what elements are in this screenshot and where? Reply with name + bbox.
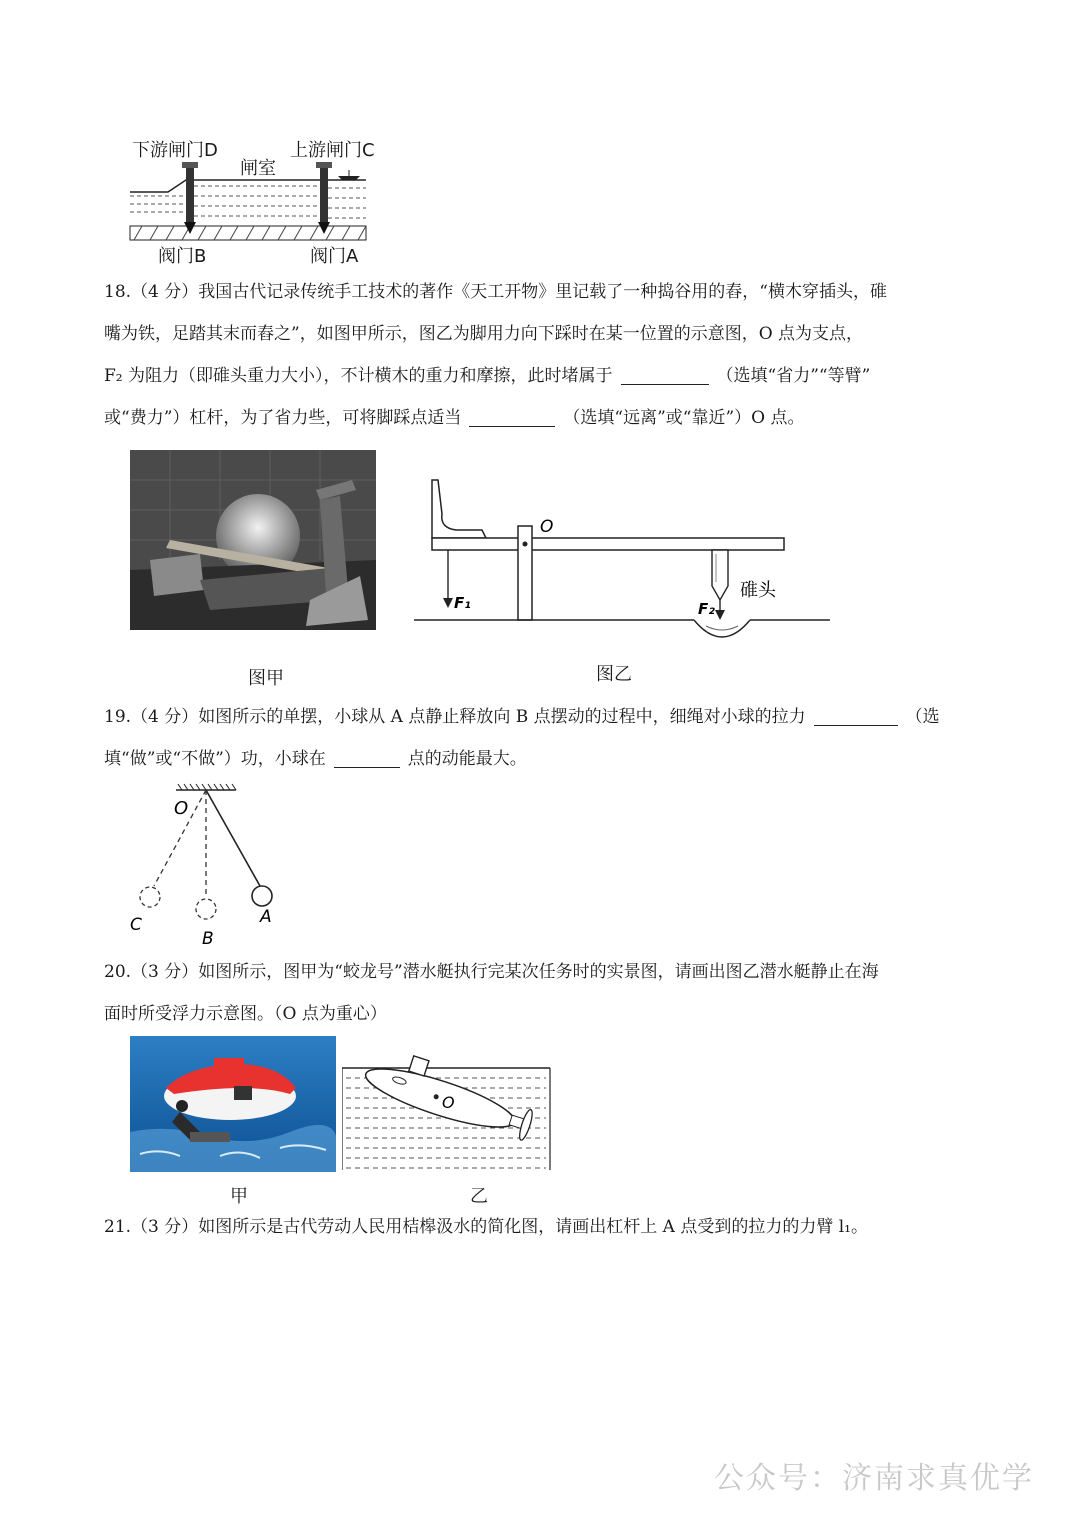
caption-yi: 乙: [470, 1186, 488, 1207]
pendulum-a-label: A: [260, 907, 272, 927]
q18-line3-text: F₂ 为阻力（即碓头重力大小），不计横木的重力和摩擦，此时堵属于: [104, 366, 613, 386]
question-19: [104, 696, 984, 780]
gate-c-label: 上游闸门C: [290, 140, 375, 161]
q18-line3-tail: （选填“省力”“等臂”: [716, 366, 871, 386]
caption-tu-jia: 图甲: [248, 668, 284, 689]
valve-a-label: 阀门A: [310, 246, 359, 267]
q18-line2: 嘴为铁，足踏其末而舂之”，如图甲所示，图乙为脚用力向下踩时在某一位置的示意图，O 点为支点，: [104, 324, 864, 344]
pestle-photo: [130, 450, 376, 630]
valve-b-label: 阀门B: [158, 246, 207, 267]
question-18: [104, 271, 984, 439]
force-f2-label: F₂: [698, 600, 715, 618]
q19-line1: [104, 696, 984, 738]
q19-line2-text: 填“做”或“不做”）功，小球在: [104, 749, 326, 769]
force-f1-label: F₁: [454, 594, 471, 612]
q21-line1: 21.（3 分）如图所示是古代劳动人民用桔槔汲水的简化图，请画出杠杆上 A 点受到的拉力的力臂 l₁。: [104, 1217, 868, 1237]
q19-line1-tail: （选: [905, 707, 940, 727]
pendulum-diagram: [120, 780, 300, 952]
submersible-photo: [130, 1036, 336, 1172]
q19-line2: [104, 738, 984, 780]
pendulum-b-label: B: [202, 929, 214, 949]
question-20: [104, 951, 984, 1035]
pendulum-o-label: O: [174, 798, 189, 819]
submarine-o-label: O: [442, 1093, 455, 1112]
question-21: [104, 1206, 984, 1248]
q20-line2: 面时所受浮力示意图。（O 点为重心）: [104, 1004, 387, 1024]
q18-line3: [104, 355, 984, 397]
q20-line1: 20.（3 分）如图所示，图甲为“蛟龙号”潜水艇执行完某次任务时的实景图，请画出图乙潜水艇静止在海: [104, 962, 879, 982]
q19-line1-text: 19.（4 分）如图所示的单摆，小球从 A 点静止释放向 B 点摆动的过程中，细绳对小球的拉力: [104, 707, 806, 727]
pendulum-c-label: C: [130, 915, 142, 935]
watermark: 公众号：济南求真优学: [714, 1461, 1034, 1496]
q18-line4-tail: （选填“远离”或“靠近”）O 点。: [563, 408, 805, 428]
q18-line4-text: 或“费力”）杠杆，为了省力些，可将脚踩点适当: [104, 408, 462, 428]
lever-diagram: [410, 474, 834, 646]
ship-lock-figure: [128, 132, 388, 267]
q19-line2-tail: 点的动能最大。: [407, 749, 527, 769]
caption-jia: 甲: [230, 1186, 248, 1207]
q18-blank-1[interactable]: [621, 360, 709, 385]
q18-blank-2[interactable]: [469, 402, 555, 427]
q18-line1: 18.（4 分）我国古代记录传统手工技术的著作《天工开物》里记载了一种捣谷用的舂，“横木穿插头，碓: [104, 282, 887, 302]
q18-line4: [104, 397, 984, 439]
pestle-head-label: 碓头: [740, 580, 776, 601]
caption-tu-yi: 图乙: [596, 664, 632, 685]
pivot-o-label: O: [540, 517, 554, 537]
ship-lock-drawing: [128, 162, 388, 244]
q19-blank-2[interactable]: [334, 743, 400, 768]
submarine-diagram: [342, 1048, 552, 1172]
lock-chamber-label: 闸室: [240, 158, 276, 179]
gate-d-label: 下游闸门D: [132, 140, 218, 161]
q19-blank-1[interactable]: [814, 701, 898, 726]
